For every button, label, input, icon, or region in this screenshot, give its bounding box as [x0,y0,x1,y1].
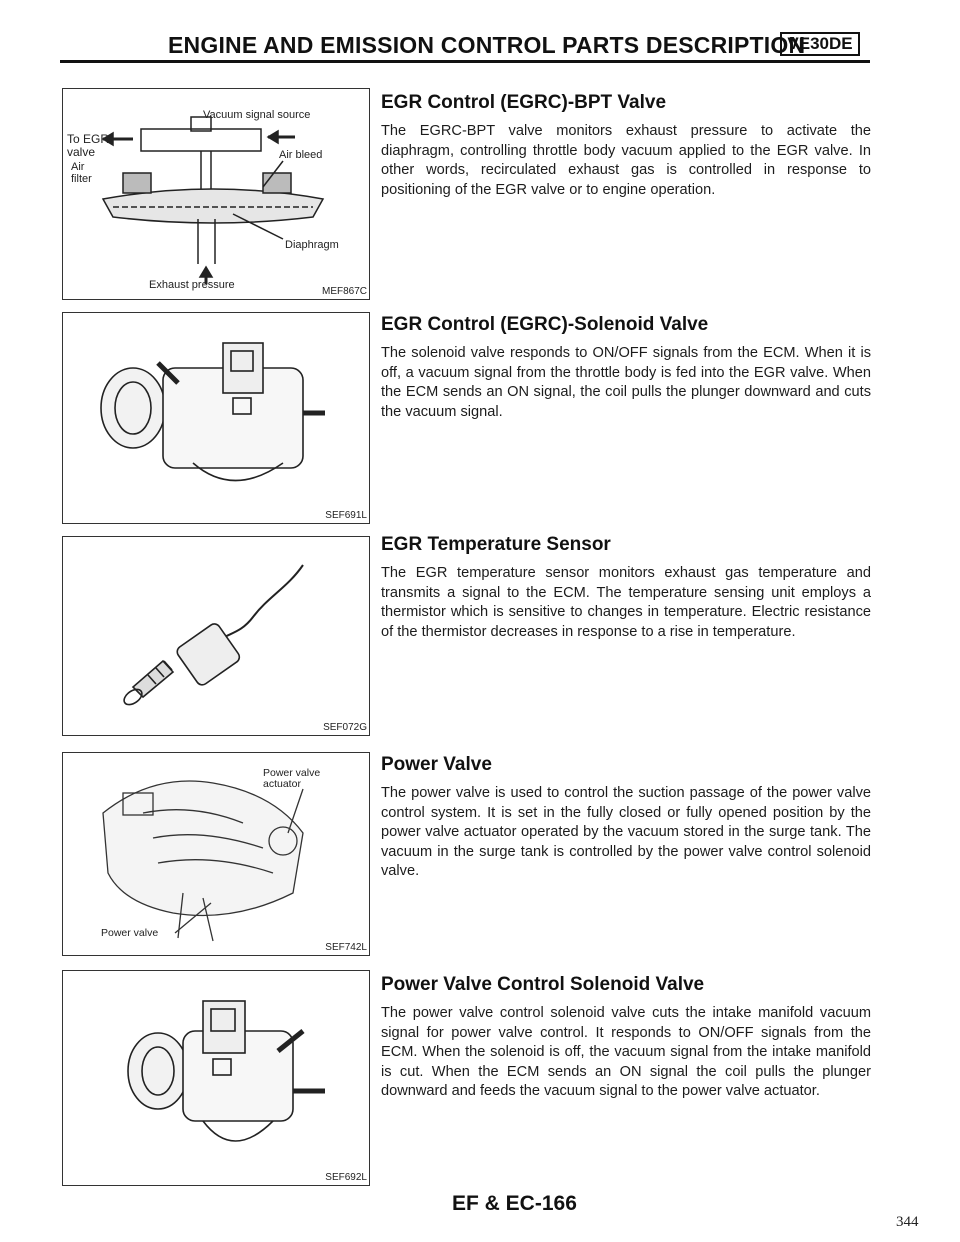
label-exhaust-pressure: Exhaust pressure [149,279,235,291]
figure-egrc-solenoid [62,312,370,524]
figure-code: SEF742L [325,942,367,953]
section-power-valve [381,754,871,882]
figure-bpt-valve [62,88,370,300]
section-power-valve-control-solenoid [381,974,871,1102]
label-actuator: actuator [263,778,301,790]
section-title: Power Valve [381,754,492,775]
section-title: Power Valve Control Solenoid Valve [381,974,705,995]
page-number: 344 [896,1214,919,1230]
section-egrc-bpt-valve [381,92,871,200]
label-to-egr: To EGR [67,132,110,146]
page-title: ENGINE AND EMISSION CONTROL PARTS DESCRIPTION [168,32,806,58]
section-body: The solenoid valve responds to ON/OFF signals from the ECM. When it is off, a vacuum signal from the throttle body is fed into the EGR valve. When the ECM sends an ON signal, the coil pulls the plunger downward and cuts the vacuum signal. [381,345,871,420]
solenoid-valve-drawing [63,313,369,523]
section-title: EGR Control (EGRC)-BPT Valve [381,92,667,113]
label-air-bleed: Air bleed [279,149,323,161]
label-to-egr-valve: valve [67,145,96,159]
section-body: The power valve is used to control the suction passage of the power valve control system. It is set in the fully closed or fully opened position by the power valve actuator operated by the vacuum stored in the surge tank. The vacuum in the surge tank is controlled by the power valve control solenoid valve. [381,785,871,879]
figure-power-valve [62,752,370,956]
figure-code: SEF072G [323,722,367,733]
engine-badge: VE30DE [780,32,860,56]
label-power-valve: Power valve [101,927,159,939]
figure-code: SEF691L [325,510,367,521]
power-solenoid-drawing [63,971,369,1185]
figure-code: MEF867C [321,286,367,297]
section-body: The power valve control solenoid valve cuts the intake manifold vacuum signal for power valve control. It responds to ON/OFF signals from the ECM. When the solenoid is off, the vacuum signal from the intake manifold is cut. When the ECM sends an ON signal the coil pulls the plunger downward and feeds the vacuum signal to the power valve actuator. [381,1005,871,1099]
label-filter: filter [71,173,92,185]
temperature-sensor-drawing [63,537,369,735]
figure-egr-temp-sensor [62,536,370,736]
label-air: Air [71,161,85,173]
section-egr-temperature-sensor [381,534,871,642]
section-title: EGR Temperature Sensor [381,534,611,555]
section-egrc-solenoid-valve [381,314,871,422]
section-code: EF & EC-166 [452,1192,577,1215]
header-rule [60,60,870,63]
figure-power-solenoid [62,970,370,1186]
label-diaphragm: Diaphragm [285,239,339,251]
figure-code: SEF692L [325,1172,367,1183]
power-valve-drawing [63,753,369,955]
section-title: EGR Control (EGRC)-Solenoid Valve [381,314,709,335]
section-body: The EGRC-BPT valve monitors exhaust pressure to activate the diaphragm, controlling throttle body vacuum applied to the EGR valve. In other words, recirculated exhaust gas is controlled in response to positioning of the EGR valve or to engine operation. [381,123,871,198]
label-power-valve-actuator: Power valve [263,767,321,779]
label-vacuum-source: Vacuum signal source [203,109,311,121]
section-body: The EGR temperature sensor monitors exhaust gas temperature and transmits a signal to the ECM. The temperature sensing unit employs a thermistor which is sensitive to changes in temperature. Electric resistance of the thermistor decreases in response to a rise in temperature. [381,565,871,640]
